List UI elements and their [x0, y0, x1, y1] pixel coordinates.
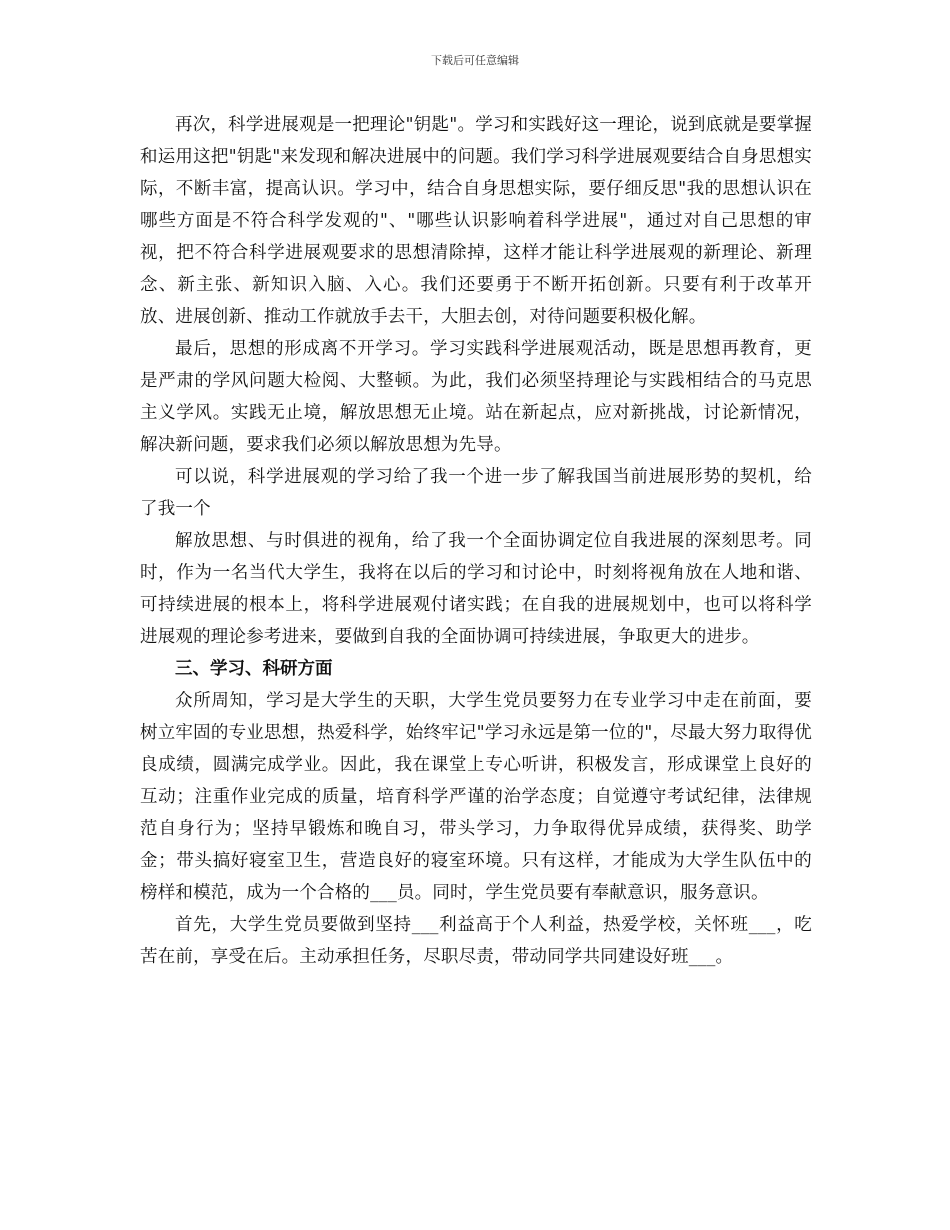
- paragraph-again: 再次，科学进展观是一把理论"钥匙"。学习和实践好这一理论，说到底就是要掌握和运用这把"钥匙"来发现和解决进展中的问题。我们学习科学进展观要结合自身思想实际，不断丰富，提高认识。学习中，结合自身思想实际，要仔细反思"我的思想认识在哪些方面是不符合科学发观的"、"哪些认识影响着科学进展"，通过对自己思想的审视，把不符合科学进展观要求的思想清除掉，这样才能让科学进展观的新理论、新理念、新主张、新知识入脑、入心。我们还要勇于不断开拓创新。只要有利于改革开放、进展创新、推动工作就放手去干，大胆去创，对待问题要积极化解。: [140, 115, 812, 327]
- page-header: 下载后可任意编辑: [431, 54, 519, 67]
- paragraph-so-to-speak: 可以说，科学进展观的学习给了我一个进一步了解我国当前进展形势的契机，给了我一个: [140, 467, 812, 519]
- paragraph-emancipate: 解放思想、与时俱进的视角，给了我一个全面协调定位自我进展的深刻思考。同时，作为一名当代大学生，我将在以后的学习和讨论中，时刻将视角放在人地和谐、可持续进展的根本上，将科学进展观付诸实践；在自我的进展规划中，也可以将科学进展观的理论参考进来，要做到自我的全面协调可持续进展，争取更大的进步。: [140, 531, 812, 647]
- paragraph-study: 众所周知，学习是大学生的天职，大学生党员要努力在专业学习中走在前面，要树立牢固的专业思想，热爱科学，始终牢记"学习永远是第一位的"，尽最大努力取得优良成绩，圆满完成学业。因此，我在课堂上专心听讲，积极发言，形成课堂上良好的互动；注重作业完成的质量，培育科学严谨的治学态度；自觉遵守考试纪律，法律规范自身行为；坚持早锻炼和晚自习，带头学习，力争取得优异成绩，获得奖、助学金；带头搞好寝室卫生，营造良好的寝室环境。只有这样，才能成为大学生队伍中的榜样和模范，成为一个合格的___员。同时，学生党员要有奉献意识，服务意识。: [140, 691, 812, 903]
- paragraph-first: 首先，大学生党员要做到坚持___利益高于个人利益，热爱学校，关怀班___，吃苦在前，享受在后。主动承担任务，尽职尽责，带动同学共同建设好班___。: [140, 915, 812, 967]
- section-heading: 三、学习、科研方面: [175, 659, 333, 679]
- document-body: [140, 109, 812, 973]
- paragraph-finally: 最后，思想的形成离不开学习。学习实践科学进展观活动，既是思想再教育，更是严肃的学风问题大检阅、大整顿。为此，我们必须坚持理论与实践相结合的马克思主义学风。实践无止境，解放思想无止境。站在新起点，应对新挑战，讨论新情况，解决新问题，要求我们必须以解放思想为先导。: [140, 339, 812, 455]
